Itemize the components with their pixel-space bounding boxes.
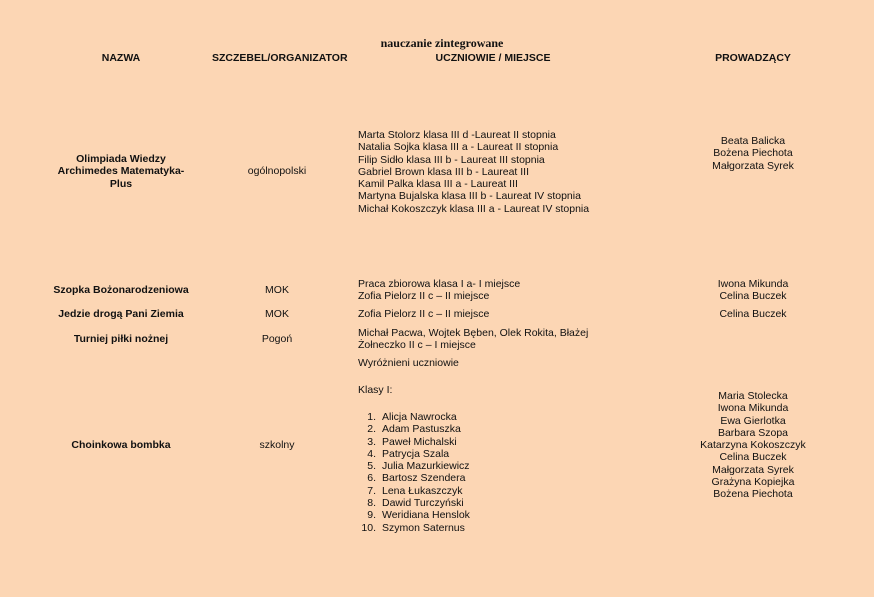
list-item [358,436,470,448]
row-turniej-level: Pogoń [261,333,293,345]
teacher-entry: Maria Stolecka [718,390,788,402]
teacher-entry: Bożena Piechota [713,488,793,501]
teacher-entry: Celina Buczek [719,290,787,303]
student-entry: Kamil Palka klasa III a - Laureat III [358,178,518,191]
list-item [358,448,470,460]
list-number: 3. [367,435,376,448]
list-number: 8. [367,497,376,510]
header-level: SZCZEBEL/ORGANIZATOR [212,52,348,64]
row-szopka-teachers [655,278,851,303]
list-item [358,485,470,497]
teacher-entry: Iwona Mikunda [717,402,789,415]
list-item [358,472,470,484]
row-olimpiada-name [40,153,202,190]
teacher-entry: Małgorzata Syrek [712,159,794,172]
student-entry: Gabriel Brown klasa III b - Laureat III [358,165,529,178]
list-number: 2. [367,423,376,436]
row-bombka-teachers [655,390,851,501]
row-szopka-name: Szopka Bożonarodzeniowa [53,284,189,296]
teacher-entry: Iwona Mikunda [717,278,789,290]
row-olimpiada-level: ogólnopolski [247,165,307,177]
list-number: 4. [367,447,376,460]
student-entry: Bartosz Szendera [382,472,466,485]
list-number: 9. [367,509,376,522]
student-entry: Weridiana Henslok [382,509,470,522]
list-item [358,497,470,509]
list-item [358,522,470,534]
student-entry: Patrycja Szala [382,447,450,460]
student-entry: Zofia Pielorz II c – II miejsce [358,308,490,320]
teacher-entry: Ewa Gierlotka [720,414,786,427]
teacher-entry: Małgorzata Syrek [712,463,794,476]
row-bombka-intro: Wyróżnieni uczniowie [358,357,459,369]
row-turniej-name: Turniej piłki nożnej [73,333,169,345]
student-entry: Dawid Turczyński [382,497,464,510]
row-olimpiada-students [358,129,688,215]
student-entry: Szymon Saternus [382,521,465,534]
student-entry: Alicja Nawrocka [382,411,457,423]
header-name: NAZWA [101,52,141,64]
teacher-entry: Celina Buczek [719,451,787,464]
list-number: 7. [367,484,376,497]
student-entry: Michał Pacwa, Wojtek Bęben, Olek Rokita, Błażej [358,327,589,339]
student-entry: Zofia Pielorz II c – II miejsce [358,290,490,303]
list-number: 1. [367,411,376,423]
row-bombka-students [358,411,470,534]
row-szopka-level: MOK [265,284,289,296]
teacher-entry: Celina Buczek [719,308,787,320]
row-szopka-students [358,278,688,303]
row-jedzie-students [358,308,688,320]
row-bombka-name: Choinkowa bombka [71,439,171,451]
header-teachers: PROWADZĄCY [715,52,791,64]
row-jedzie-level: MOK [265,308,289,320]
page-title: nauczanie zintegrowane [380,36,504,50]
teacher-entry: Beata Balicka [720,135,786,147]
student-entry: Julia Mazurkiewicz [382,460,470,473]
list-number: 10. [361,521,376,534]
teacher-entry: Bożena Piechota [713,147,793,160]
list-number: 6. [367,472,376,485]
student-entry: Paweł Michalski [382,435,457,448]
row-olimpiada-teachers [655,135,851,172]
row-turniej-students [358,327,688,352]
list-item [358,509,470,521]
list-item [358,411,470,423]
teacher-entry: Grażyna Kopiejka [711,476,795,489]
row-bombka-class-label: Klasy I: [358,384,393,396]
list-item [358,423,470,435]
row-jedzie-teachers [655,308,851,320]
header-students: UCZNIOWIE / MIEJSCE [435,52,551,64]
row-jedzie-name: Jedzie drogą Pani Ziemia [58,308,184,320]
name-line: Olimpiada Wiedzy [76,153,166,165]
student-entry: Natalia Sojka klasa III a - Laureat II stopnia [358,141,559,154]
student-entry: Adam Pastuszka [382,423,461,436]
list-item [358,460,470,472]
teacher-entry: Barbara Szopa [717,426,789,439]
list-number: 5. [367,460,376,473]
student-entry: Żołneczko II c – I miejsce [358,339,476,352]
teacher-entry: Katarzyna Kokoszczyk [700,439,806,452]
student-entry: Marta Stolorz klasa III d -Laureat II stopnia [358,129,556,141]
student-entry: Praca zbiorowa klasa I a- I miejsce [358,278,521,290]
student-entry: Michał Kokoszczyk klasa III a - Laureat IV stopnia [358,202,590,215]
student-entry: Martyna Bujalska klasa III b - Laureat IV stopnia [358,190,581,203]
student-entry: Lena Łukaszczyk [382,484,463,497]
name-line: Plus [109,177,133,190]
student-entry: Filip Sidło klasa III b - Laureat III stopnia [358,153,545,166]
name-line: Archimedes Matematyka- [57,165,185,178]
row-bombka-level: szkolny [259,439,295,451]
